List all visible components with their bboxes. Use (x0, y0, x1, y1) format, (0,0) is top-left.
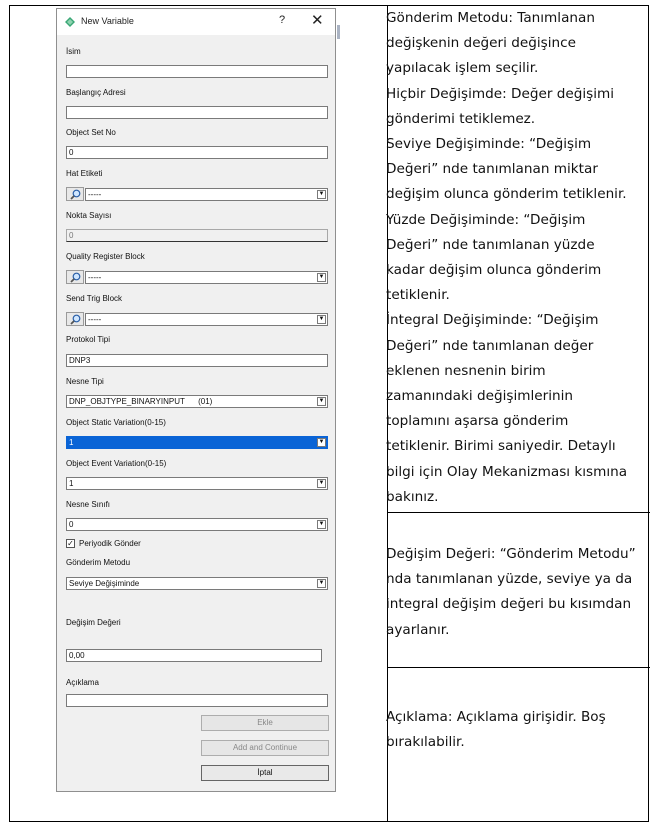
static-variation-value: 1 (69, 438, 74, 447)
quality-register-value: ----- (88, 273, 102, 282)
search-icon (70, 272, 81, 283)
desc-aciklama: Açıklama: Açıklama girişidir. Boş bırakılabilir. (386, 709, 606, 751)
send-trig-search-button[interactable] (66, 312, 84, 326)
hat-etiketi-search-button[interactable] (66, 187, 84, 201)
dialog-title: New Variable (81, 16, 134, 26)
row-divider-1 (387, 512, 650, 513)
gonderim-metodu-select[interactable] (66, 577, 328, 590)
isim-input[interactable] (66, 65, 328, 78)
new-variable-dialog (56, 8, 336, 792)
chevron-down-icon: ▼ (318, 580, 325, 586)
row-divider-2 (387, 667, 650, 668)
hat-etiketi-value: ----- (88, 190, 102, 199)
degisim-degeri-input[interactable]: 0,00 (66, 649, 322, 662)
protokol-tipi-label: Protokol Tipi (66, 335, 111, 344)
protokol-tipi-select[interactable] (66, 354, 328, 367)
event-variation-value: 1 (69, 479, 74, 488)
object-set-label: Object Set No (66, 128, 116, 137)
close-button[interactable]: ✕ (311, 12, 324, 29)
nesne-tipi-label: Nesne Tipi (66, 377, 104, 386)
description-gonderim-metodu (386, 6, 636, 510)
aciklama-label: Açıklama (66, 678, 99, 687)
hat-etiketi-select[interactable] (85, 188, 328, 201)
desc-line-3: Seviye Değişiminde: “Değişim Değeri” nde tanımlanan miktar değişim olunca gönderim tetiklenir. (386, 136, 627, 203)
event-variation-select[interactable] (66, 477, 328, 490)
periyodik-label: Periyodik Gönder (79, 539, 141, 548)
description-degisim-degeri (386, 542, 636, 643)
degisim-degeri-label: Değişim Değeri (66, 618, 121, 627)
periyodik-checkbox[interactable]: ✓ (67, 539, 74, 548)
protokol-tipi-value: DNP3 (69, 356, 91, 365)
nesne-sinifi-label: Nesne Sınıfı (66, 500, 111, 509)
background-window-edge (337, 25, 340, 39)
object-set-input[interactable]: 0 (66, 146, 328, 159)
dialog-titlebar (57, 9, 335, 35)
desc-line-1: Gönderim Metodu: Tanımlanan değişkenin değeri değişince yapılacak işlem seçilir. (386, 10, 595, 77)
send-trig-select[interactable] (85, 313, 328, 326)
quality-register-label: Quality Register Block (66, 252, 145, 261)
chevron-down-icon: ▼ (318, 521, 325, 527)
nokta-sayisi-label: Nokta Sayısı (66, 211, 112, 220)
gonderim-metodu-label: Gönderim Metodu (66, 558, 131, 567)
desc-line-2: Hiçbir Değişimde: Değer değişimi gönderimi tetiklemez. (386, 85, 615, 127)
chevron-down-icon: ▼ (318, 316, 325, 322)
desc-line-5: İntegral Değişiminde: “Değişim Değeri” nde tanımlanan değer eklenen nesnenin birim zamanındaki değişimlerinin toplamını aşarsa gönderim tetiklenir. Birimi saniyedir. Detaylı bilgi için Olay Mekanizması kısmına bakınız. (386, 312, 628, 505)
event-variation-label: Object Event Variation(0-15) (66, 459, 167, 468)
static-variation-label: Object Static Variation(0-15) (66, 418, 166, 427)
chevron-down-icon: ▼ (318, 191, 325, 197)
search-icon (70, 189, 81, 200)
baslangic-adresi-input[interactable] (66, 106, 328, 119)
send-trig-label: Send Trig Block (66, 294, 123, 303)
send-trig-value: ----- (88, 315, 102, 324)
hat-etiketi-label: Hat Etiketi (66, 169, 103, 178)
ekle-button[interactable]: Ekle (201, 715, 329, 731)
quality-search-button[interactable] (66, 270, 84, 284)
desc-degisim: Değişim Değeri: “Gönderim Metodu” nda tanımlanan yüzde, seviye ya da integral değişim değeri bu kısımdan ayarlanır. (386, 546, 636, 638)
nesne-sinifi-select[interactable] (66, 518, 328, 531)
aciklama-input[interactable] (66, 694, 328, 707)
description-aciklama (386, 705, 636, 755)
static-variation-select[interactable] (66, 436, 328, 449)
add-and-continue-button[interactable]: Add and Continue (201, 740, 329, 756)
help-button[interactable]: ? (279, 14, 286, 26)
quality-register-select[interactable] (85, 271, 328, 284)
nesne-sinifi-value: 0 (69, 520, 74, 529)
nesne-tipi-value: DNP_OBJTYPE_BINARYINPUT (01) (69, 397, 213, 406)
chevron-down-icon: ▼ (318, 480, 325, 486)
chevron-down-icon: ▼ (318, 398, 325, 404)
chevron-down-icon: ▼ (318, 439, 325, 445)
app-icon (65, 17, 75, 27)
search-icon (70, 314, 81, 325)
nesne-tipi-select[interactable] (66, 395, 328, 408)
gonderim-metodu-value: Seviye Değişiminde (69, 579, 140, 588)
nokta-sayisi-input[interactable]: 0 (66, 229, 328, 242)
iptal-button[interactable]: İptal (201, 765, 329, 781)
baslangic-adresi-label: Başlangıç Adresi (66, 88, 126, 97)
isim-label: İsim (66, 47, 81, 56)
chevron-down-icon: ▼ (318, 274, 325, 280)
desc-line-4: Yüzde Değişiminde: “Değişim Değeri” nde tanımlanan yüzde kadar değişim olunca gönderim tetiklenir. (386, 211, 602, 304)
